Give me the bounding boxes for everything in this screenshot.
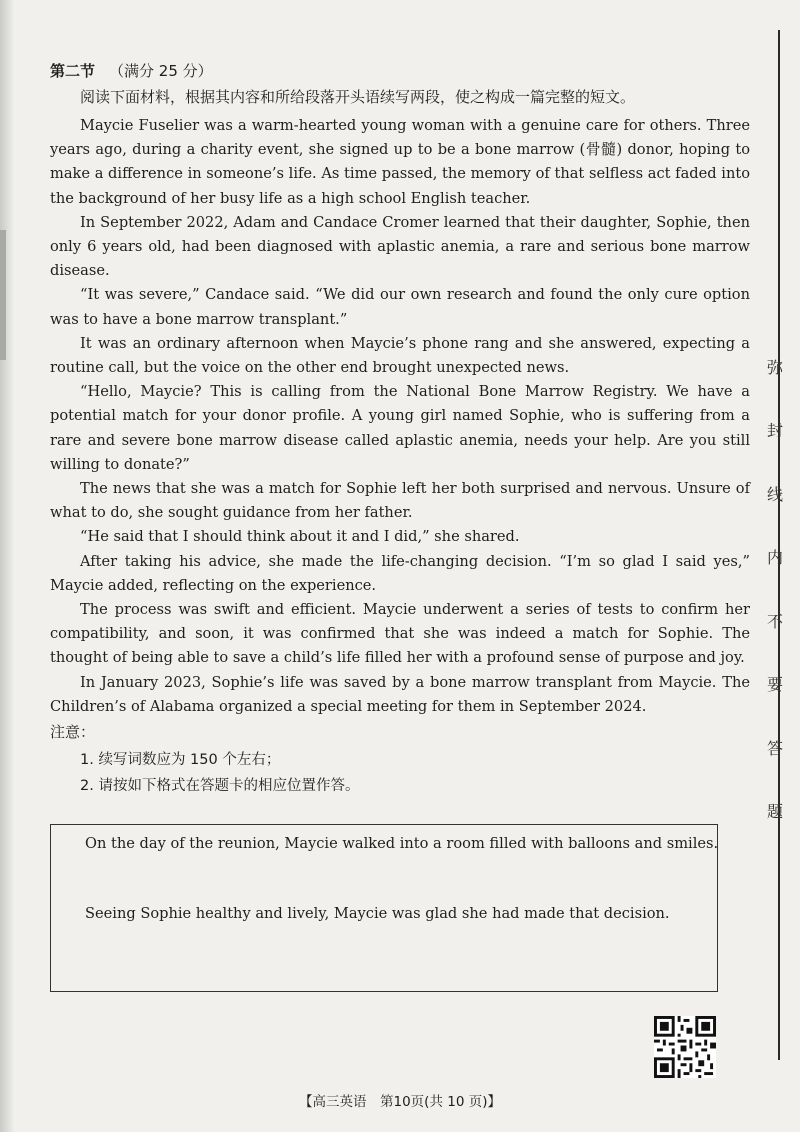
- note-item: 2. 请按如下格式在答题卡的相应位置作答。: [80, 778, 360, 795]
- binding-char: 不: [766, 611, 783, 631]
- passage-paragraph: The news that she was a match for Sophie left her both surprised and nervous. Unsure of what to do, she sought guidance from her father.: [50, 480, 750, 522]
- passage-paragraph: The process was swift and efficient. Maycie underwent a series of tests to confirm her compatibility, and soon, it was confirmed that she was indeed a match for Sophie. The thought of being able to save a child’s life filled her with a profound sense of purpose and joy.: [50, 601, 750, 667]
- notes-title: 注意：: [50, 723, 96, 742]
- page-edge-shadow: [0, 0, 14, 1132]
- binding-char: 要: [766, 675, 783, 695]
- page-footer: 【高三英语 第10页(共 10 页)】: [299, 1094, 501, 1110]
- note-item: 1. 续写词数应为 150 个左右；: [80, 752, 281, 769]
- binding-char: 内: [766, 548, 783, 568]
- paragraph-opener-1: On the day of the reunion, Maycie walked into a room filled with balloons and smiles.: [85, 835, 719, 852]
- question-content: [50, 60, 750, 799]
- section-name: 第二节: [50, 62, 96, 80]
- binding-char: 线: [766, 484, 783, 504]
- paragraph-opener-2: Seeing Sophie healthy and lively, Maycie was glad she had made that decision.: [85, 905, 670, 922]
- passage-paragraph: “It was severe,” Candace said. “We did our own research and found the only cure option was to have a bone marrow transplant.”: [50, 286, 750, 328]
- passage-paragraph: “He said that I should think about it and I did,” she shared.: [80, 528, 520, 546]
- section-score: （满分 25 分）: [109, 62, 213, 80]
- binding-char: 答: [766, 738, 783, 758]
- passage-paragraph: In January 2023, Sophie’s life was saved by a bone marrow transplant from Maycie. The Children’s of Alabama organized a special meeting for them in September 2024.: [50, 673, 750, 715]
- binding-char: 弥: [766, 358, 783, 377]
- page-edge-tab: [0, 230, 6, 360]
- passage-paragraph: It was an ordinary afternoon when Maycie’s phone rang and she answered, expecting a routine call, but the voice on the other end brought unexpected news.: [50, 334, 750, 377]
- binding-notice: [760, 360, 790, 820]
- section-title: [50, 60, 750, 86]
- binding-char: 封: [766, 421, 783, 441]
- qr-code: [654, 1016, 716, 1078]
- passage-paragraph: Maycie Fuselier was a warm-hearted young woman with a genuine care for others. Three years ago, during a charity event, she signed up to be a bone marrow (骨髓) donor, hoping to make a difference in someone’s life. As time passed, the memory of that selfless act faded into the background of her busy life as a high school English teacher.: [50, 117, 750, 207]
- passage-paragraph: After taking his advice, she made the life-changing decision. “I’m so glad I said yes,” Maycie added, reflecting on the experience.: [50, 552, 750, 594]
- passage-paragraph: “Hello, Maycie? This is calling from the National Bone Marrow Registry. We have a potential match for your donor profile. A young girl named Sophie, who is suffering from a rare and severe bone marrow disease called aplastic anemia, needs your help. Are you still willing to donate?”: [50, 383, 750, 473]
- instruction: 阅读下面材料，根据其内容和所给段落开头语续写两段，使之构成一篇完整的短文。: [80, 88, 636, 106]
- answer-box: [50, 824, 718, 992]
- binding-char: 题: [766, 801, 783, 821]
- passage-paragraph: In September 2022, Adam and Candace Cromer learned that their daughter, Sophie, then only 6 years old, had been diagnosed with aplastic anemia, a rare and serious bone marrow disease.: [50, 213, 750, 280]
